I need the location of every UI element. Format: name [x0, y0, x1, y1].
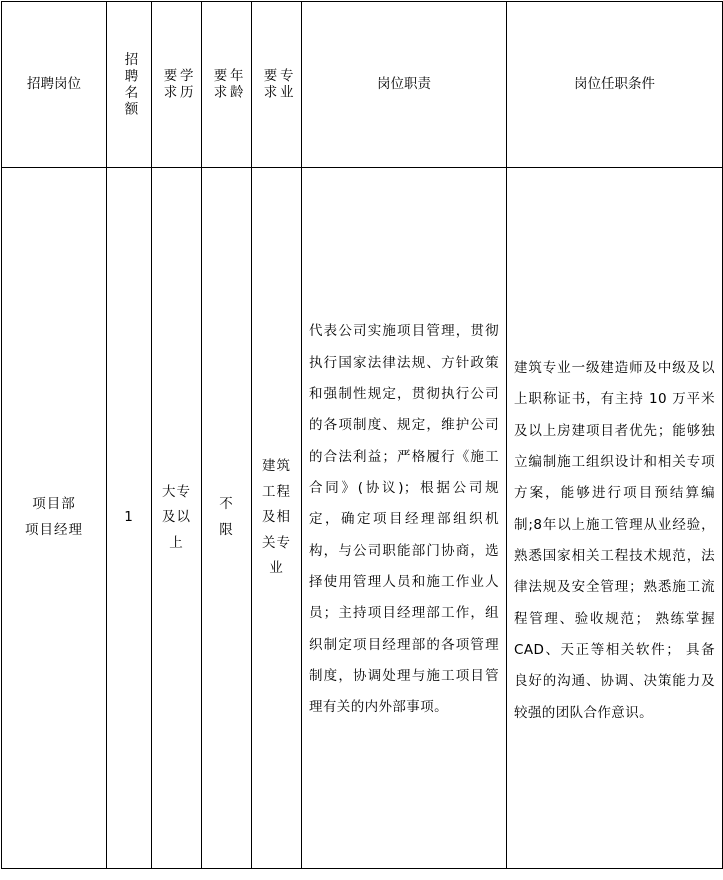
major-line-3: 及相 [262, 509, 291, 526]
cell-requirements [507, 168, 723, 869]
header-label-position: 招聘岗位 [27, 76, 81, 93]
education-line-2: 及以 [162, 509, 191, 526]
major-line-5: 业 [269, 560, 284, 577]
header-cell-requirements [507, 2, 723, 168]
table-row [2, 168, 723, 869]
requirements-text: 建筑专业一级建造师及中级及以上职称证书，有主持 10 万平米及以上房建项目者优先；能够独立编制施工组织设计和相关专项方案，能够进行项目预结算编制;8年以上施工管理从业经验，熟悉国家相关工程技术规范，法律法规及安全管理；熟悉施工流程管理、验收规范； 熟练掌握 CAD、天正等相关软件； 具备良好的沟通、协调、决策能力及较强的团队合作意识。 [514, 360, 715, 721]
header-label-quota: 招聘名额 [121, 51, 138, 118]
cell-position [2, 168, 107, 869]
education-line-1: 大专 [162, 483, 191, 500]
header-label-duties: 岗位职责 [377, 76, 431, 93]
position-line-1: 项目部 [32, 496, 76, 513]
header-cell-major [252, 2, 302, 168]
cell-quota [107, 168, 152, 869]
document-page [0, 1, 723, 880]
cell-education [152, 168, 202, 869]
major-line-4: 关专 [262, 534, 291, 551]
cell-age [202, 168, 252, 869]
major-line-2: 工程 [262, 483, 291, 500]
duties-text: 代表公司实施项目管理，贯彻执行国家法律法规、方针政策和强制性规定，贯彻执行公司的各项制度、规定，维护公司的合法利益；严格履行《施工合同》(协议)；根据公司规定，确定项目经理部组织机构，与公司职能部门协商，选择使用管理人员和施工作业人员；主持项目经理部工作，组织制定项目经理部的各项管理制度，协调处理与施工项目管理有关的内外部事项。 [309, 323, 499, 716]
header-label-major-line1: 专业 [276, 68, 293, 101]
position-line-2: 项目经理 [25, 522, 83, 538]
header-cell-position [2, 2, 107, 168]
cell-duties [302, 168, 507, 869]
header-label-age-line1: 年龄 [226, 68, 243, 101]
cell-major [252, 168, 302, 869]
major-line-1: 建筑 [262, 457, 291, 474]
education-line-3: 上 [169, 534, 184, 551]
recruitment-table [1, 1, 723, 869]
header-label-age-line2: 要求 [210, 68, 227, 101]
header-cell-duties [302, 2, 507, 168]
age-line-2: 限 [219, 522, 234, 538]
header-label-education-line2: 要求 [160, 68, 177, 101]
header-label-requirements: 岗位任职条件 [574, 76, 655, 93]
table-header-row [2, 2, 723, 168]
quota-value: 1 [124, 509, 134, 526]
age-line-1: 不 [219, 496, 234, 513]
header-label-major-line2: 要求 [260, 68, 277, 101]
header-label-education-line1: 学历 [176, 68, 193, 101]
